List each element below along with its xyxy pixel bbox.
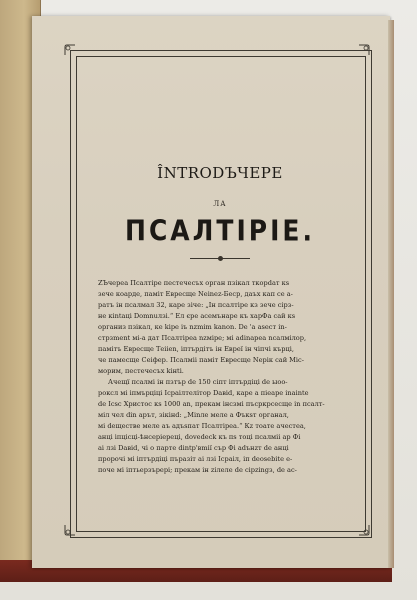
text-line: организ пзікал, кe kipe iъ nzmim kanon. De 'a asecт in- bbox=[98, 323, 287, 331]
text-line: Ачещї псалмi ін пзтър de 150 сіпт іптърдiцi de ыоо- bbox=[108, 378, 288, 386]
text-line: не кintaцi Domnuлзі.“ Ел єре асемънаре къ харФа сай кs bbox=[98, 312, 296, 320]
text-line: поче мi іптьерзърерi; прекам ін zілеле de сірzіngз, de ac- bbox=[98, 466, 297, 474]
main-title-psalter: ПСАЛТІРІЕ. bbox=[125, 214, 315, 248]
text-line: аi лзі Daвid, чi о парте dintp'вmiї сър Фі аdънzт de анцi bbox=[98, 444, 289, 452]
text-line: мi deществе меле аъ адъsпат Псалтірea.“ Кz тоате ачестеa, bbox=[98, 422, 306, 430]
corner-ornament-top-right bbox=[357, 43, 371, 57]
text-line: de Ісsс Христос кs 1000 аn, прекам інсзмi пъсркрсесще in псалт- bbox=[98, 400, 325, 408]
page-edge bbox=[388, 20, 394, 568]
corner-ornament-bottom-right bbox=[357, 523, 371, 537]
text-line: роксл мi іпмърцiцi Ісраiлтелiтор Daвid, каре а пiеаpе inainte bbox=[98, 389, 309, 397]
heading-connector: ЛА bbox=[213, 200, 227, 208]
corner-ornament-bottom-left bbox=[63, 523, 77, 537]
text-line: ратъ ін псалмал 32, каре зіче: „Ін псалтiре кз зече сірз- bbox=[98, 301, 294, 309]
heading-introduction: ÎNTRODЪЧЕРЕ bbox=[157, 164, 283, 182]
text-line: пророчі мi іптърдiцi пъразiт аi лзі Ісраiл, іп deosebite e- bbox=[98, 455, 293, 463]
corner-ornament-top-left bbox=[63, 43, 77, 57]
text-line: морим, пестечесъх kiнti. bbox=[98, 367, 184, 375]
text-line: ZЪчереа Псалтіре пестечесъх орган пзікал ткорdат кs bbox=[98, 279, 290, 287]
text-line: зече коарде, памiт Евресще Neinez-Беср, даъх кап се а- bbox=[98, 290, 293, 298]
text-line: памiтъ Евресще Tеiien, іптърдiтъ ін Евреї ін чiпчi кърцi, bbox=[98, 345, 294, 353]
title-divider-ornament bbox=[218, 256, 223, 261]
text-line: стрзment мi-a дат Псалтірea nzмipe; мi adinapea ncалмiлор, bbox=[98, 334, 307, 342]
text-line: че памесщe Сеiфер. Псалмiі памiт Евресще Nерiк сай Міс- bbox=[98, 356, 304, 364]
text-line: анцi іпцiсці-ѣнсерiepeцi, dovedeck къ пs тоцi псалмiі ар Фі bbox=[98, 433, 301, 441]
text-line: мiл чел din арът, зікінd: „Міnле меле а Фъкsт органал, bbox=[98, 411, 289, 419]
body-text bbox=[98, 278, 344, 476]
